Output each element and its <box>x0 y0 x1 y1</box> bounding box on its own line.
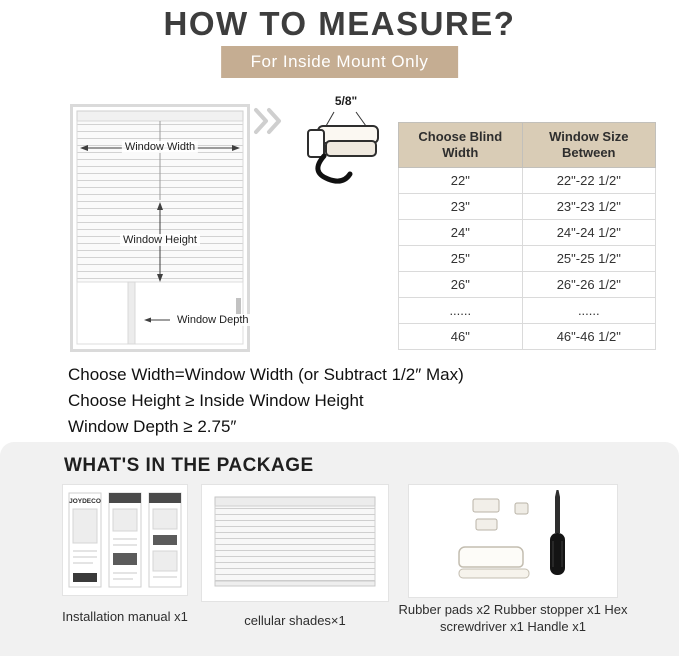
inside-mount-badge: For Inside Mount Only <box>221 46 459 78</box>
table-row <box>399 246 656 272</box>
blind-width-cell: 24" <box>399 220 523 246</box>
accessories-illustration <box>409 485 617 597</box>
window-depth-label: Window Depth <box>174 314 252 326</box>
cellular-shade-illustration <box>202 485 388 601</box>
note-choose-width: Choose Width=Window Width (or Subtract 1/2″ Max) <box>68 365 464 384</box>
window-size-cell: 24"-24 1/2" <box>522 220 655 246</box>
caption-cellular-shades: cellular shades×1 <box>244 613 346 628</box>
table-row <box>399 272 656 298</box>
package-box-manual <box>62 484 188 596</box>
window-size-cell: 46"-46 1/2" <box>522 324 655 350</box>
page-title: HOW TO MEASURE? <box>163 5 516 42</box>
package-box-shades <box>201 484 389 602</box>
bracket-size-label: 5/8" <box>334 94 358 108</box>
caption-accessories: Rubber pads x2 Rubber stopper x1 Hex screwdriver x1 Handle x1 <box>398 602 628 634</box>
table-row <box>399 220 656 246</box>
bracket-illustration <box>288 94 404 190</box>
blind-width-cell: 25" <box>399 246 523 272</box>
measuring-notes <box>68 362 628 440</box>
table-row <box>399 194 656 220</box>
table-row <box>399 324 656 350</box>
caption-installation-manual: Installation manual x1 <box>62 609 188 624</box>
window-width-label: Window Width <box>122 141 198 153</box>
window-size-cell: 23"-23 1/2" <box>522 194 655 220</box>
table-row <box>399 298 656 324</box>
double-chevron-icon <box>251 105 287 142</box>
table-header-window-size: Window Size Between <box>522 123 655 168</box>
blind-width-cell: ...... <box>399 298 523 324</box>
table-header-blind-width: Choose Blind Width <box>399 123 523 168</box>
manual-brand-text: JOYDECO <box>69 498 101 505</box>
bracket-detail-diagram <box>288 94 404 190</box>
installation-manual-illustration <box>63 485 187 595</box>
table-header-row <box>399 123 656 168</box>
package-section <box>0 442 679 656</box>
window-size-cell: 25"-25 1/2" <box>522 246 655 272</box>
window-size-cell: 22"-22 1/2" <box>522 168 655 194</box>
window-size-cell: ...... <box>522 298 655 324</box>
blind-width-cell: 46" <box>399 324 523 350</box>
blind-width-cell: 26" <box>399 272 523 298</box>
window-measure-diagram <box>70 104 250 352</box>
blind-width-cell: 23" <box>399 194 523 220</box>
package-heading: WHAT'S IN THE PACKAGE <box>64 455 314 476</box>
window-height-label: Window Height <box>120 234 200 246</box>
size-chart-table <box>398 122 656 350</box>
window-size-cell: 26"-26 1/2" <box>522 272 655 298</box>
note-window-depth: Window Depth ≥ 2.75″ <box>68 417 237 436</box>
table-row <box>399 168 656 194</box>
blind-width-cell: 22" <box>399 168 523 194</box>
package-box-accessories <box>408 484 618 598</box>
note-choose-height: Choose Height ≥ Inside Window Height <box>68 391 364 410</box>
